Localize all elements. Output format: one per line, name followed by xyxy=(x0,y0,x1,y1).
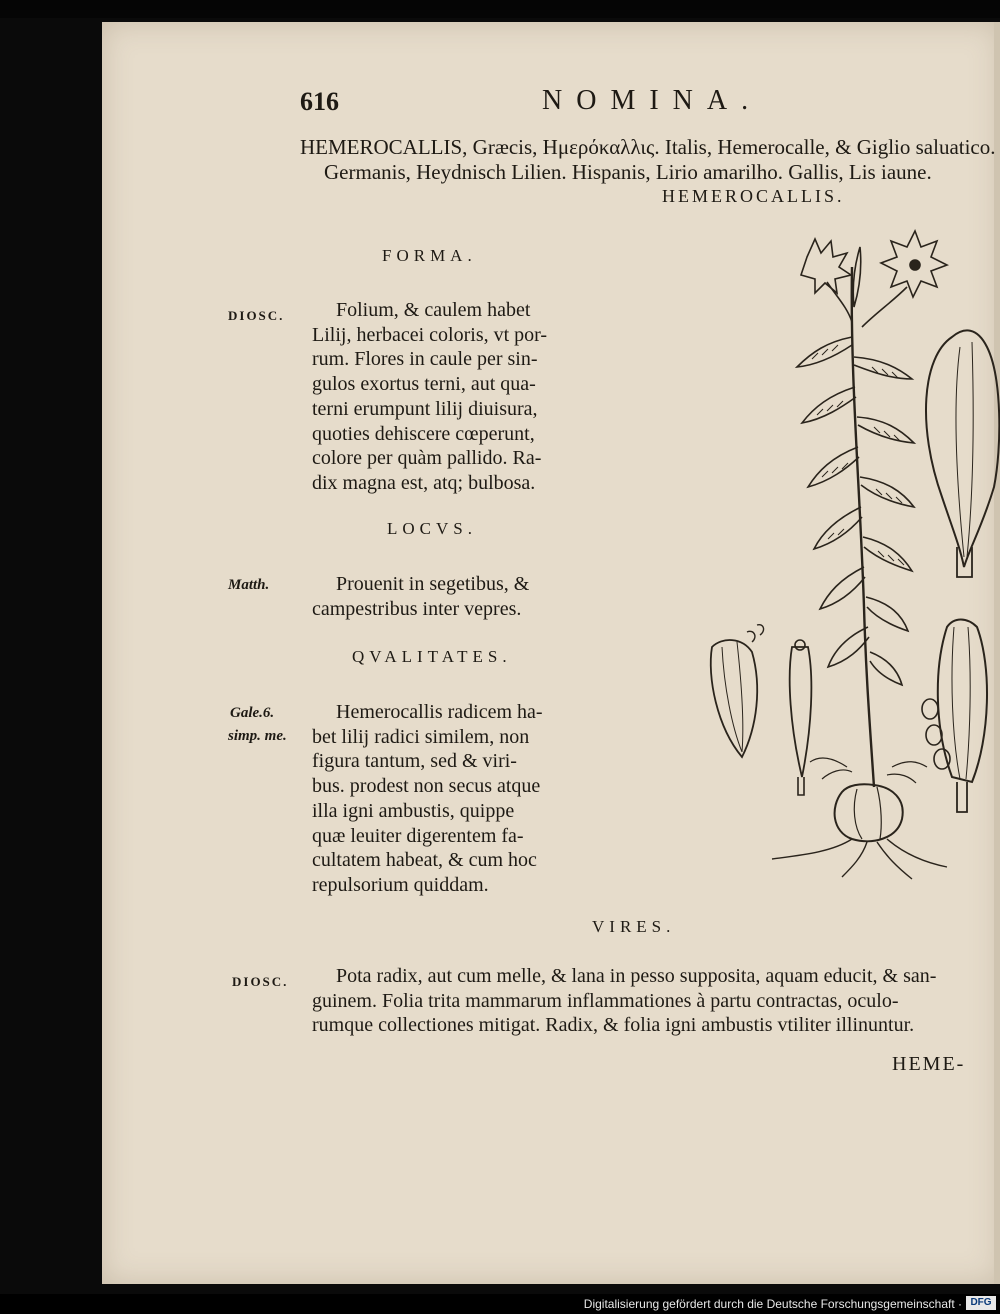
text-line: figura tantum, sed & viri- xyxy=(312,750,517,773)
text-line: Lilij, herbacei coloris, vt por- xyxy=(312,323,548,346)
text-line: terni erumpunt lilij diuisura, xyxy=(312,397,538,420)
scan-top-border xyxy=(0,0,1000,18)
text-line: Prouenit in segetibus, & xyxy=(336,573,530,595)
book-page xyxy=(102,22,1000,1284)
margin-note-diosc: DIOSC. xyxy=(228,308,285,323)
names-line-2: Germanis, Heydnisch Lilien. Hispanis, Lirio amarilho. Gallis, Lis iaune. xyxy=(324,160,932,184)
text-line: repulsorium quiddam. xyxy=(312,873,489,896)
text-line: guinem. Folia trita mammarum inflammationes à partu contractas, oculo- xyxy=(312,989,899,1012)
figure-caption: HEMEROCALLIS. xyxy=(662,186,845,206)
names-line-1: HEMEROCALLIS, Græcis, Ημερόκαλλις. Italis, Hemerocalle, & Giglio saluatico. xyxy=(300,135,996,159)
running-head: NOMINA. xyxy=(542,85,763,116)
text-line: dix magna est, atq; bulbosa. xyxy=(312,471,536,494)
heading-forma: FORMA. xyxy=(382,246,477,265)
qualitates-text xyxy=(312,700,543,898)
forma-text xyxy=(312,298,547,496)
margin-note-diosc: DIOSC. xyxy=(232,974,289,989)
text-line: Folium, & caulem habet xyxy=(336,299,531,321)
footer-bar xyxy=(0,1294,1000,1314)
text-line: bet lilij radici similem, non xyxy=(312,725,530,748)
margin-note-gale: Gale.6. xyxy=(230,705,275,721)
plant-illustration xyxy=(702,227,1000,887)
vires-text xyxy=(312,964,936,1038)
text-line: colore per quàm pallido. Ra- xyxy=(312,447,542,470)
text-line: Pota radix, aut cum melle, & lana in pesso supposita, aquam educit, & san- xyxy=(336,965,937,987)
text-line: rum. Flores in caule per sin- xyxy=(312,348,538,371)
page-number: 616 xyxy=(300,87,339,116)
margin-note-simp: simp. me. xyxy=(228,728,287,744)
text-line: quoties dehiscere cœperunt, xyxy=(312,422,535,445)
heading-locus: LOCVS. xyxy=(387,519,477,538)
heading-qualitates: QVALITATES. xyxy=(352,647,512,666)
catchword: HEME- xyxy=(892,1053,966,1075)
text-line: quæ leuiter digerentem fa- xyxy=(312,824,524,847)
text-line: Hemerocallis radicem ha- xyxy=(336,701,543,723)
text-line: campestribus inter vepres. xyxy=(312,597,522,620)
locus-text xyxy=(312,572,529,621)
text-line: gulos exortus terni, aut qua- xyxy=(312,373,536,396)
text-line: rumque collectiones mitigat. Radix, & folia igni ambustis vtiliter illinuntur. xyxy=(312,1014,915,1037)
text-line: bus. prodest non secus atque xyxy=(312,775,541,798)
margin-note-matth: Matth. xyxy=(228,577,270,593)
dfg-logo: DFG xyxy=(966,1296,996,1310)
funding-notice: Digitalisierung gefördert durch die Deutsche Forschungsgemeinschaft · xyxy=(583,1297,962,1311)
heading-vires: VIRES. xyxy=(592,917,676,936)
text-line: cultatem habeat, & cum hoc xyxy=(312,849,537,872)
text-line: illa igni ambustis, quippe xyxy=(312,799,515,822)
